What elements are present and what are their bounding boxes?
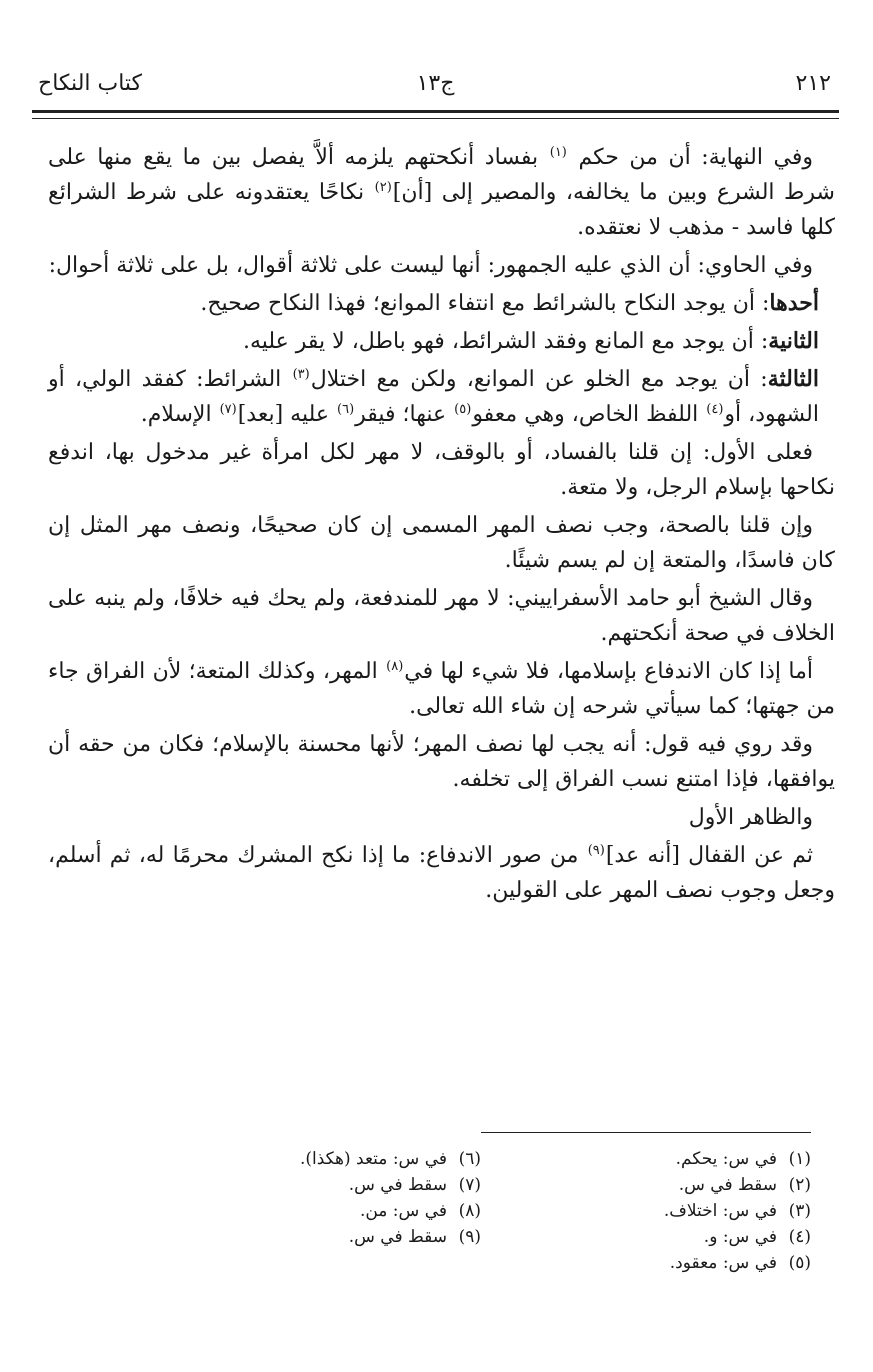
- paragraph-first-case: أحدها: أن يوجد النكاح بالشرائط مع انتفاء الموانع؛ فهذا النكاح صحيح.: [200, 290, 819, 316]
- footnote-separator: [481, 1132, 811, 1133]
- paragraph-second-case: الثانية: أن يوجد مع المانع وفقد الشرائط، فهو باطل، لا يقر عليه.: [242, 328, 819, 354]
- footnote-5: (٥)في س: معقود.: [669, 1253, 811, 1273]
- footnote-ref-8[interactable]: (٨): [386, 658, 404, 674]
- footnote-8: (٨)في س: من.: [359, 1201, 481, 1221]
- main-text: [48, 140, 835, 911]
- paragraph-nihaya: وفي النهاية: أن من حكم $^{(١)}$ بفساد أنكحتهم يلزمه ألاَّ يفصل بين ما يقع منها على شرط الشرع وبين ما يخالفه، والمصير إلى [أن]$^{(٢)}$ نكاحًا يعتقدونه على شرط الشرائع كلها فاسد - مذهب لا نعتقده.: [48, 144, 835, 240]
- paragraph-narrated-view: وقد روي فيه قول: أنه يجب لها نصف المهر؛ لأنها محسنة بالإسلام؛ فكان من حقه أن يوافقها، فإذا امتنع نسب الفراق إلى تخلفه.: [48, 732, 835, 792]
- case-label-third: الثالثة: [767, 366, 819, 392]
- footnote-6: (٦)في س: متعد (هكذا).: [299, 1149, 481, 1169]
- footnote-ref-2[interactable]: (٢): [374, 179, 392, 195]
- book-title: كتاب النكاح: [38, 71, 143, 96]
- footnote-2: (٢)سقط في س.: [678, 1175, 811, 1195]
- footnote-ref-9[interactable]: (٩): [587, 842, 605, 858]
- paragraph-validity: وإن قلنا بالصحة، وجب نصف المهر المسمى إن كان صحيحًا، ونصف مهر المثل إن كان فاسدًا، والمتعة إن لم يسم شيئًا.: [48, 513, 835, 573]
- footnotes-column-right: [511, 1146, 811, 1276]
- paragraph-hawi: وفي الحاوي: أن الذي عليه الجمهور: أنها ليست على ثلاثة أقوال، بل على ثلاثة أحوال:: [48, 253, 813, 278]
- footnote-ref-4[interactable]: (٤): [706, 401, 724, 417]
- paragraph-apparent-view: والظاهر الأول: [688, 805, 813, 830]
- footnote-ref-3[interactable]: (٣): [292, 366, 310, 382]
- footnote-ref-6[interactable]: (٦): [337, 401, 355, 417]
- footnote-ref-1[interactable]: (١): [549, 144, 567, 160]
- paragraph-abu-hamid: وقال الشيخ أبو حامد الأسفراييني: لا مهر للمندفعة، ولم يحك فيه خلافًا، ولم ينبه على الخلاف في صحة أنكحتهم.: [48, 586, 835, 646]
- header-rule-thick: [32, 110, 839, 113]
- footnotes-column-left: [181, 1146, 481, 1250]
- paragraph-wife-islam: أما إذا كان الاندفاع بإسلامها، فلا شيء لها في$^{(٨)}$ المهر، وكذلك المتعة؛ لأن الفراق جاء من جهتها؛ كما سيأتي شرحه إن شاء الله تعالى.: [48, 658, 835, 719]
- paragraph-third-case: الثالثة: أن يوجد مع الخلو عن الموانع، ولكن مع اختلال$^{(٣)}$ الشرائط: كفقد الولي، أو الشهود، أو$^{(٤)}$ اللفظ الخاص، وهي معفو$^{(٥)}$ عنها؛ فيقر$^{(٦)}$ عليه [بعد]$^{(٧)}$ الإسلام.: [48, 366, 819, 427]
- header-rule-thin: [32, 118, 839, 119]
- paragraph-qaffal: ثم عن القفال [أنه عد]$^{(٩)}$ من صور الاندفاع: ما إذا نكح المشرك محرمًا له، ثم أسلم، وجعل وجوب نصف المهر على القولين.: [48, 842, 835, 903]
- footnote-ref-7[interactable]: (٧): [219, 401, 237, 417]
- footnote-9: (٩)سقط في س.: [348, 1227, 481, 1247]
- footnote-ref-5[interactable]: (٥): [454, 401, 472, 417]
- volume-number: ج١٣: [416, 71, 455, 96]
- paragraph-first-view: فعلى الأول: إن قلنا بالفساد، أو بالوقف، لا مهر لكل امرأة غير مدخول بها، اندفع نكاحها بإسلام الرجل، ولا متعة.: [48, 440, 835, 500]
- page-number: ٢١٢: [795, 71, 831, 96]
- footnote-1: (١)في س: يحكم.: [675, 1149, 811, 1169]
- running-header: [32, 66, 839, 106]
- footnote-7: (٧)سقط في س.: [348, 1175, 481, 1195]
- footnote-4: (٤)في س: و.: [703, 1227, 811, 1247]
- case-label-second: الثانية: [768, 328, 819, 354]
- case-label-first: أحدها: [769, 290, 819, 316]
- footnote-3: (٣)في س: اختلاف.: [663, 1201, 811, 1221]
